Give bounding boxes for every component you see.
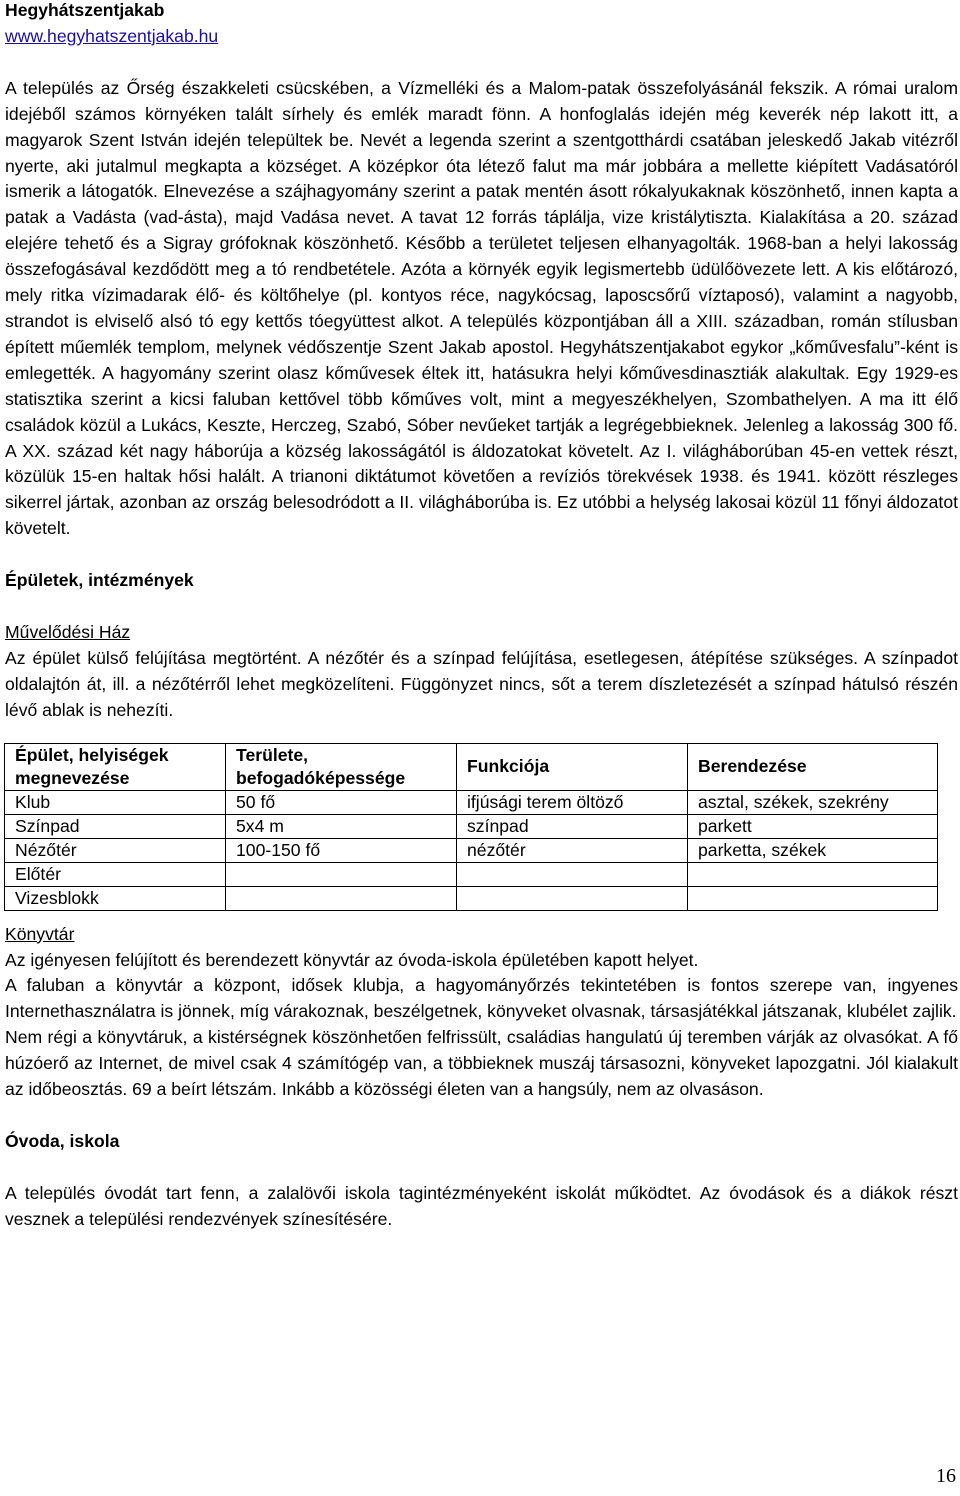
table-cell: Színpad bbox=[5, 814, 226, 838]
table-cell: nézőtér bbox=[457, 838, 688, 862]
table-row bbox=[5, 790, 938, 814]
section-heading-buildings: Épületek, intézmények bbox=[5, 570, 194, 591]
document-page bbox=[5, 0, 958, 1233]
spacer bbox=[5, 1103, 958, 1129]
library-paragraph-3: Nem régi a könyvtáruk, a kistérségnek köszönhetően felfrissült, családias hangulatú új teremben várják az olvasókat. A fő húzóerő az Internet, de mivel csak 4 számítógép van, a többieknek muszáj társasozni, könyveket lapozgatni. Jól kialakult az időbeosztás. 69 a beírt létszám. Inkább a közösségi életen van a hangsúly, nem az olvasáson. bbox=[5, 1027, 958, 1100]
document-title: Hegyhátszentjakab bbox=[5, 0, 165, 20]
table-cell: 50 fő bbox=[226, 790, 457, 814]
table-header-cell: Épület, helyiségek megnevezése bbox=[5, 743, 226, 790]
table-cell: színpad bbox=[457, 814, 688, 838]
table-cell: 5x4 m bbox=[226, 814, 457, 838]
table-header-row bbox=[5, 743, 938, 790]
table-cell: asztal, székek, szekrény bbox=[688, 790, 938, 814]
table-header-cell: Berendezése bbox=[688, 743, 938, 790]
page-number: 16 bbox=[936, 1465, 956, 1487]
table-row bbox=[5, 838, 938, 862]
table-header-cell: Funkciója bbox=[457, 743, 688, 790]
table-cell bbox=[457, 886, 688, 910]
library-paragraph-1: Az igényesen felújított és berendezett könyvtár az óvoda-iskola épületében kapott helyet. bbox=[5, 949, 699, 970]
table-row bbox=[5, 814, 938, 838]
website-link[interactable]: www.hegyhatszentjakab.hu bbox=[5, 25, 219, 46]
subheading-culture-house: Művelődési Ház bbox=[5, 622, 131, 643]
school-paragraph: A település óvodát tart fenn, a zalalövői iskola tagintézményeként iskolát működtet. Az óvodások és a diákok részt vesznek a települési rendezvények színesítésére. bbox=[5, 1182, 958, 1229]
table-cell bbox=[226, 886, 457, 910]
table-cell: Előtér bbox=[5, 862, 226, 886]
table-cell: parketta, székek bbox=[688, 838, 938, 862]
spacer bbox=[5, 594, 958, 620]
spacer bbox=[5, 1155, 958, 1181]
intro-paragraph: A település az Őrség északkeleti csücskében, a Vízmelléki és a Malom-patak összefolyásánál fekszik. A római uralom idejéből számos környéken talált sírhely és emlék maradt fönn. A honfoglalás idején még keverék nép lakott itt, a magyarok Szent István idején települtek be. Nevét a legenda szerint a szentgotthárdi csatában jeleskedő Jakab vitézről nyerte, aki jutalmul megkapta a községet. A középkor óta létező falut ma már jobbára a mellette kiépített Vadásatóról ismerik a látogatók. Elnevezése a szájhagyomány szerint a patak mentén ásott rókalyukaknak köszönhető, innen kapta a patak a Vadásta (vad-ásta), majd Vadása nevet. A tavat 12 forrás táplálja, vize kristálytiszta. Kialakítása a 20. század elejére tehető és a Sigray grófoknak köszönhető. Később a területet teljesen elhanyagolták. 1968-ban a helyi lakosság összefogásával kezdődött meg a tó rendbetétele. Azóta a környék egyik legismertebb üdülőövezete lett. A kis előtározó, mely ritka vízimadarak élő- és költőhelye (pl. kontyos réce, nagykócsag, laposcsőrű víztaposó), valamint a nagyobb, strandot is elviselő alsó tó egy kettős tóegyüttest alkot. A település központjában áll a XIII. században, román stílusban épített műemlék templom, melynek védőszentje Szent Jakab apostol. Hegyhátszentjakabot egykor „kőművesfalu”-ként is emlegették. A hagyomány szerint olasz kőművesek éltek itt, hatásukra helyi kőművesdinasztiák alakultak. Egy 1929-es statisztika szerint a kicsi faluban kettővel több kőműves volt, mint a megyeszékhelyen, Szombathelyen. A ma itt élő családok közül a Lukács, Keszte, Herczeg, Szabó, Sóber nevűeket tartják a legrégebbieknek. Jelenleg a lakosság 300 fő. A XX. század két nagy háborúja a község lakosságától is áldozatokat követelt. Az I. világháborúban 45-en vettek részt, közülük 15-en haltak hősi halált. A trianoni diktátumot követően a revíziós törekvések 1938. és 1941. között részleges sikerrel jártak, azonban az ország belesodródott a II. világháborúba is. Ez utóbbi a helység lakosai közül 11 főnyi áldozatot követelt. bbox=[5, 77, 958, 539]
table-row bbox=[5, 886, 938, 910]
table-cell: 100-150 fő bbox=[226, 838, 457, 862]
table-cell: parkett bbox=[688, 814, 938, 838]
table-cell bbox=[226, 862, 457, 886]
library-paragraph-2: A faluban a könyvtár a központ, idősek klubja, a hagyományőrzés tekintetében is fontos szerepe van, ingyenes Internethasználatra is jönnek, míg várakoznak, beszélgetnek, könyveket olvasnak, társasjátékkal játszanak, klubélet zajlik. bbox=[5, 975, 958, 1022]
facilities-table bbox=[4, 743, 938, 911]
table-cell bbox=[688, 862, 938, 886]
table-cell: Vizesblokk bbox=[5, 886, 226, 910]
table-cell: Klub bbox=[5, 790, 226, 814]
table-cell: Nézőtér bbox=[5, 838, 226, 862]
table-cell bbox=[688, 886, 938, 910]
table-cell: ifjúsági terem öltöző bbox=[457, 790, 688, 814]
table-row bbox=[5, 862, 938, 886]
table-header-cell: Területe, befogadóképessége bbox=[226, 743, 457, 790]
table-cell bbox=[457, 862, 688, 886]
spacer bbox=[5, 50, 958, 76]
section-heading-school: Óvoda, iskola bbox=[5, 1131, 120, 1151]
spacer bbox=[5, 542, 958, 568]
culture-house-paragraph: Az épület külső felújítása megtörtént. A nézőtér és a színpad felújítása, esetlegesen, átépítése szükséges. A színpadot oldalajtón át, ill. a nézőtérről lehet megközelíteni. Függönyzet nincs, sőt a terem díszletezését a színpad hátulsó részén lévő ablak is nehezíti. bbox=[5, 647, 958, 720]
subheading-library: Könyvtár bbox=[5, 923, 75, 944]
